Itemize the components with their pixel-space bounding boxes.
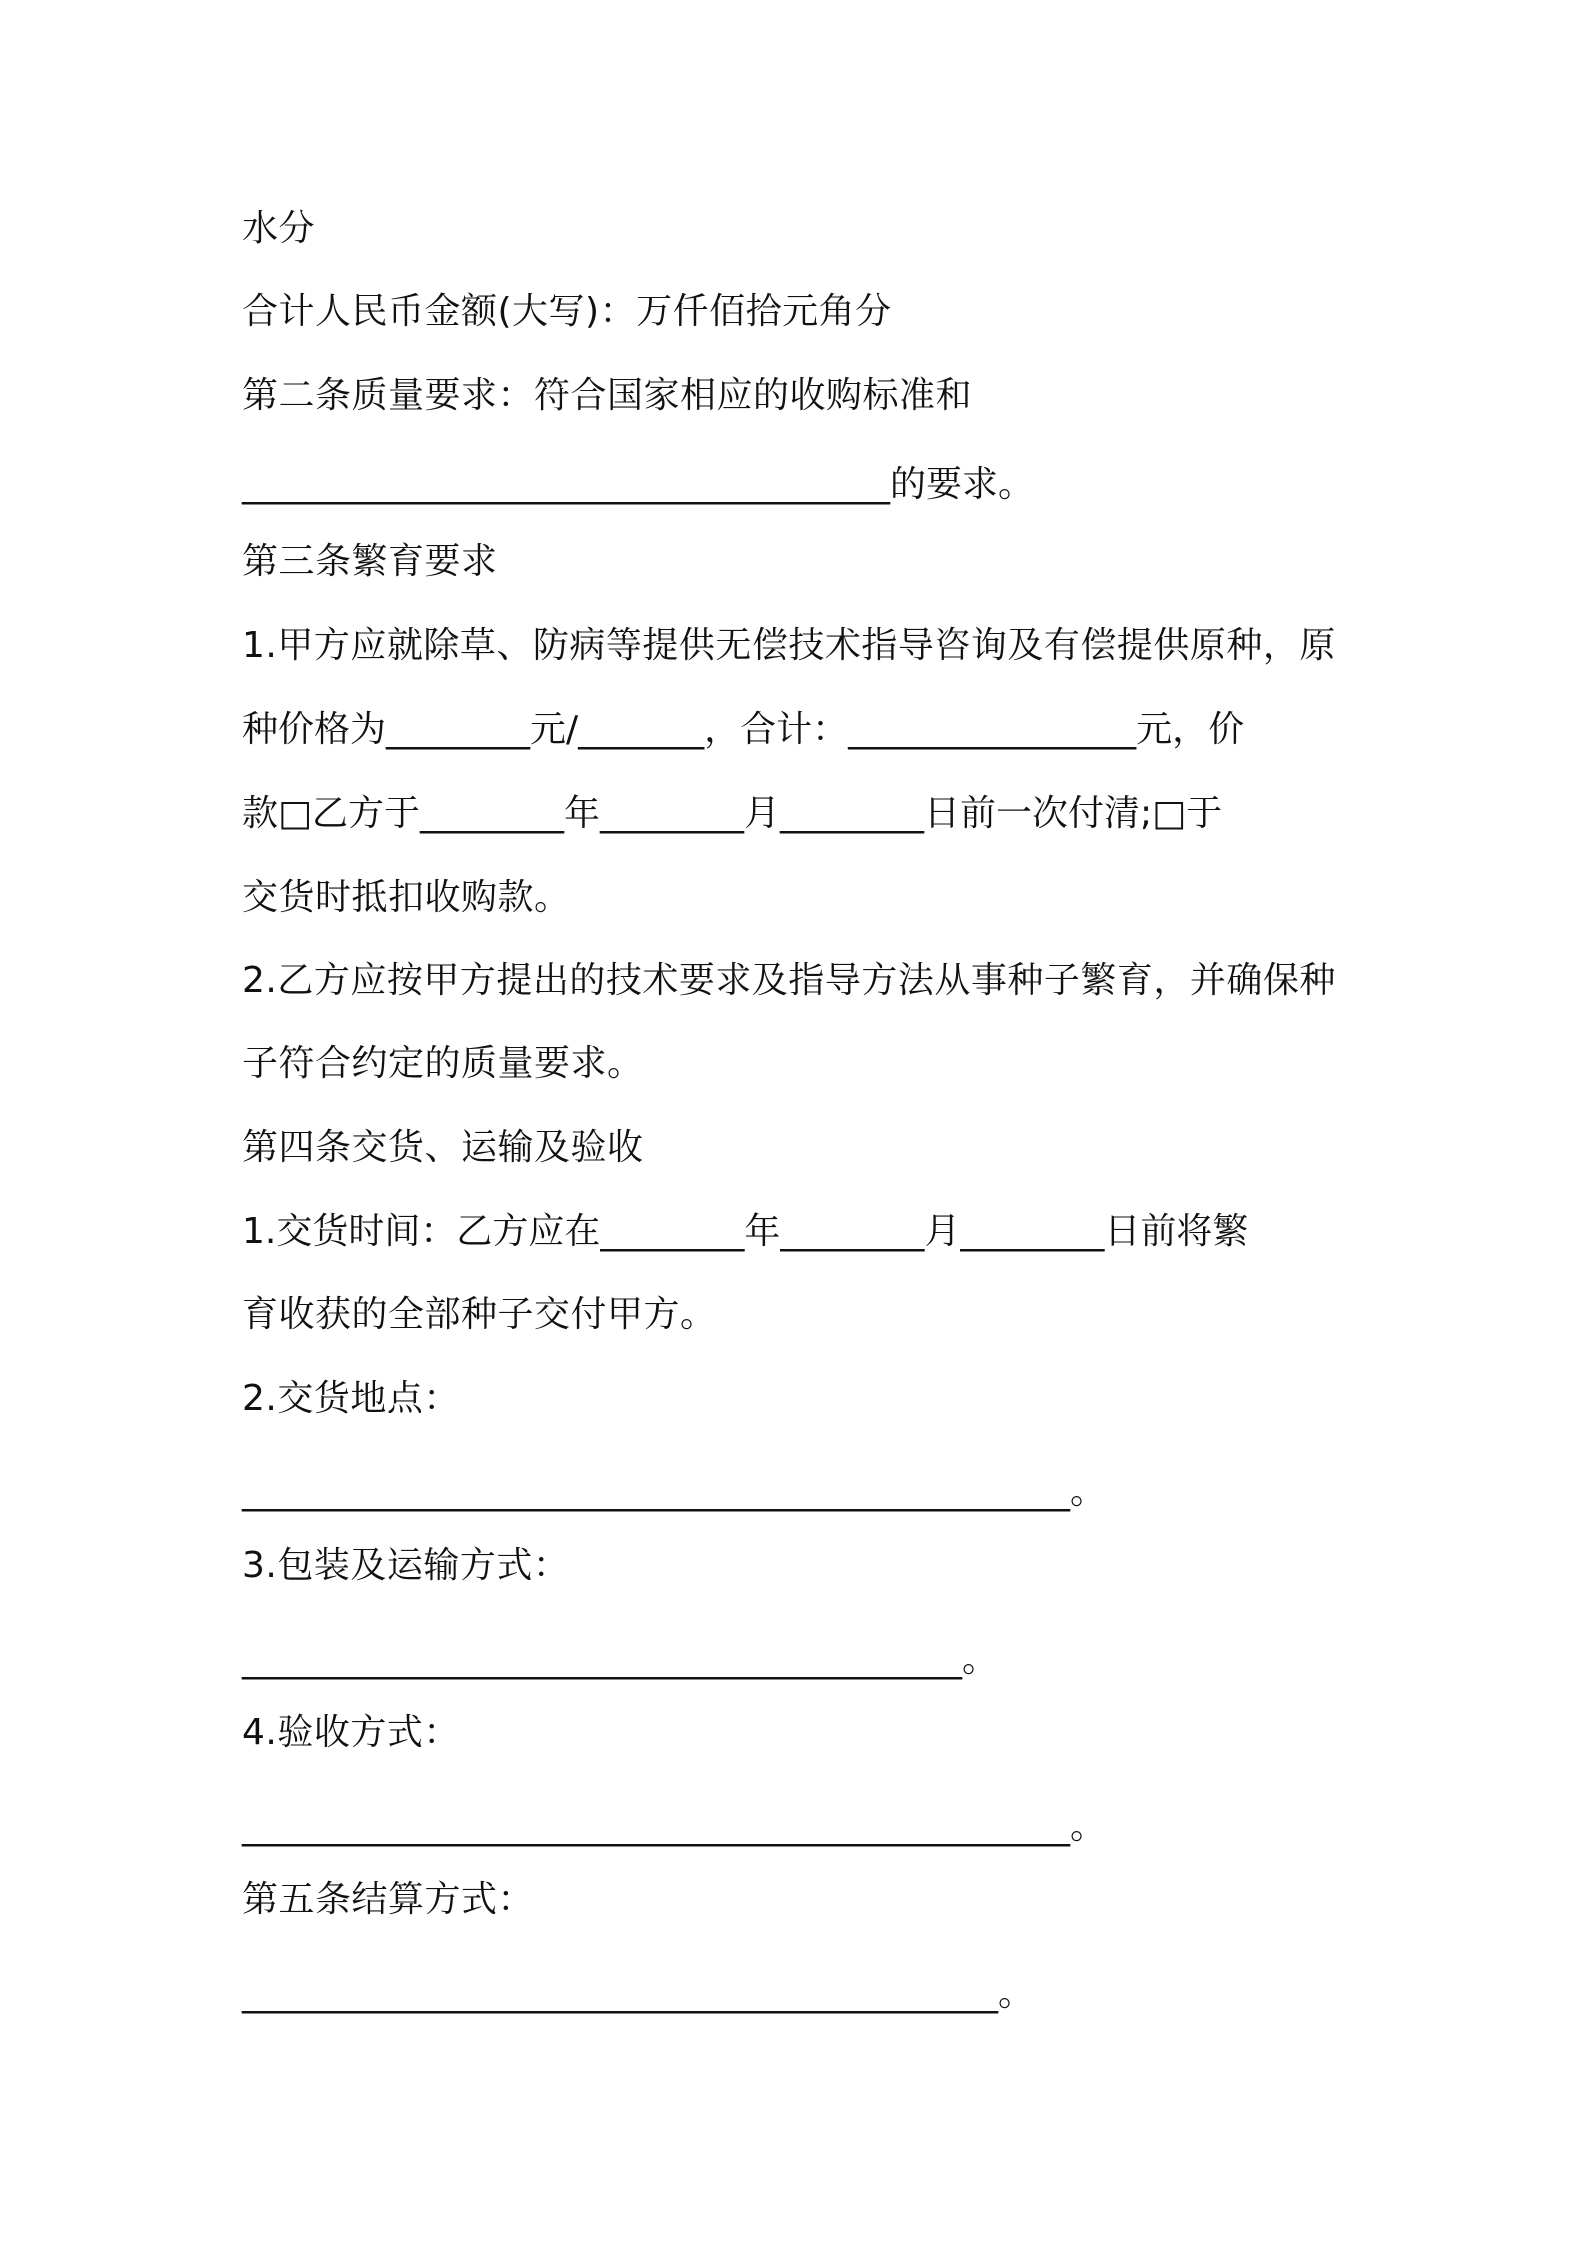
text-line: 款□乙方于________年________月________日前一次付清;□于 [242,793,1223,834]
text-line: 育收获的全部种子交付甲方。 [242,1294,717,1335]
text-line: 子符合约定的质量要求。 [242,1043,644,1084]
text-line: __________________________________________。 [242,1973,1034,2014]
text-line: 交货时抵扣收购款。 [242,877,571,918]
section-heading: 第四条交货、运输及验收 [242,1127,644,1168]
text-line: ______________________________________________。 [242,1806,1106,1847]
text-line: ______________________________________________。 [242,1471,1106,1512]
text-line: 4.验收方式： [242,1712,460,1753]
text-line: 种价格为________元/_______，合计：________________元，价 [242,709,1245,750]
text-line: 合计人民币金额(大写)：万仟佰拾元角分 [242,291,892,332]
text-line: 3.包装及运输方式： [242,1545,570,1586]
text-line: ________________________________________。 [242,1639,998,1680]
section-heading: 第三条繁育要求 [242,541,498,582]
text-line: 1.甲方应就除草、防病等提供无偿技术指导咨询及有偿提供原种，原 [242,625,1336,666]
text-line: 2.乙方应按甲方提出的技术要求及指导方法从事种子繁育，并确保种 [242,960,1336,1001]
text-line: 2.交货地点： [242,1378,460,1419]
text-line: 水分 [242,208,316,249]
text-line: 第二条质量要求：符合国家相应的收购标准和 [242,375,973,416]
text-line: 1.交货时间：乙方应在________年________月________日前将繁 [242,1211,1249,1252]
text-line: ____________________________________的要求。 [242,464,1035,505]
section-heading: 第五条结算方式： [242,1879,535,1920]
